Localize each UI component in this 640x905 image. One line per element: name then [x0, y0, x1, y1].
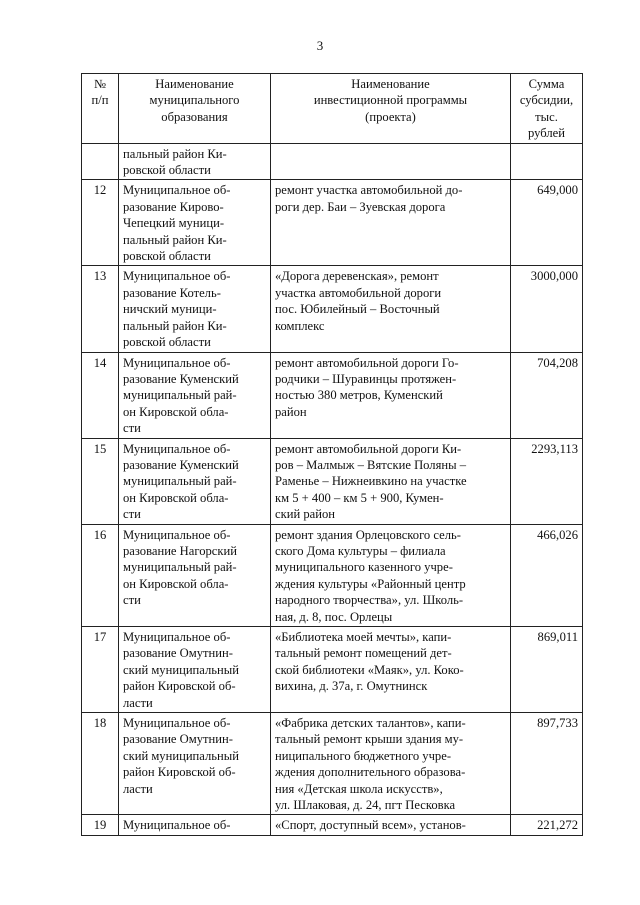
- program-line: «Фабрика детских талантов», капи-: [275, 716, 466, 731]
- program-line: ремонт здания Орлецовского сель-: [275, 527, 461, 542]
- municipality-line: Муниципальное об-: [123, 355, 231, 370]
- program-cell: [271, 815, 511, 835]
- amount-cell: 221,272: [511, 815, 583, 835]
- municipality-line: Муниципальное об-: [123, 630, 231, 644]
- program-cell: [271, 143, 511, 180]
- header-municipality-line: образования: [161, 109, 228, 124]
- header-municipality: [119, 74, 271, 144]
- municipality-line: Муниципальное об-: [123, 441, 231, 456]
- program-line: ждения культуры «Районный центр: [275, 576, 466, 591]
- program-cell: [271, 524, 511, 626]
- municipality-line: разование Нагорский: [123, 543, 237, 558]
- header-num: [82, 74, 119, 144]
- municipality-line: ровской области: [123, 163, 211, 178]
- municipality-line: Муниципальное об-: [123, 716, 231, 731]
- table-body: [82, 143, 583, 835]
- municipality-line: разование Котель-: [123, 285, 221, 300]
- program-line: Раменье – Нижнеивкино на участке: [275, 474, 467, 489]
- program-line: «Дорога деревенская», ремонт: [275, 269, 439, 284]
- subsidy-table: [81, 73, 583, 836]
- municipality-cell: [119, 815, 271, 835]
- program-line: ского Дома культуры – филиала: [275, 543, 446, 558]
- amount-cell: 649,000: [511, 180, 583, 266]
- municipality-line: разование Кирово-: [123, 199, 224, 214]
- header-amount-line: Сумма: [528, 77, 565, 91]
- program-cell: [271, 713, 511, 815]
- table-row: [82, 180, 583, 266]
- table-row: [82, 815, 583, 835]
- municipality-line: он Кировской обла-: [123, 576, 229, 591]
- municipality-line: разование Омутнин-: [123, 646, 233, 661]
- program-line: км 5 + 400 – км 5 + 900, Кумен-: [275, 490, 444, 505]
- amount-cell: 3000,000: [511, 266, 583, 352]
- row-number: 17: [82, 627, 119, 713]
- amount-cell: 897,733: [511, 713, 583, 815]
- header-amount: [511, 74, 583, 144]
- header-num-line: №: [93, 77, 107, 91]
- table-row: [82, 438, 583, 524]
- municipality-cell: [119, 524, 271, 626]
- program-line: ул. Шлаковая, д. 24, пгт Песковка: [275, 798, 456, 813]
- row-number: 12: [82, 180, 119, 266]
- municipality-line: разование Омутнин-: [123, 732, 233, 747]
- municipality-line: он Кировской обла-: [123, 490, 229, 505]
- municipality-line: сти: [123, 421, 141, 436]
- municipality-line: район Кировской об-: [123, 765, 236, 780]
- program-line: ремонт автомобильной дороги Ки-: [275, 441, 462, 456]
- program-cell: [271, 627, 511, 713]
- municipality-cell: [119, 180, 271, 266]
- program-cell: [271, 352, 511, 438]
- row-number: 15: [82, 438, 119, 524]
- row-number: 16: [82, 524, 119, 626]
- municipality-cell: [119, 266, 271, 352]
- municipality-line: ласти: [123, 695, 153, 710]
- table-row: [82, 266, 583, 352]
- header-program-line: Наименование: [351, 77, 430, 91]
- header-municipality-line: Наименование: [155, 77, 234, 91]
- program-line: ния «Детская школа искусств»,: [275, 781, 443, 796]
- header-municipality-line: муниципального: [149, 93, 240, 108]
- program-line: «Спорт, доступный всем», установ-: [275, 818, 466, 833]
- amount-cell: 704,208: [511, 352, 583, 438]
- program-line: народного творчества», ул. Школь-: [275, 593, 464, 608]
- municipality-cell: [119, 627, 271, 713]
- amount-cell: 869,011: [511, 627, 583, 713]
- page-number: 3: [316, 38, 324, 53]
- municipality-line: пальный район Ки-: [123, 232, 227, 247]
- header-amount-line: субсидии,: [519, 93, 574, 108]
- header-amount-line: тыс.: [535, 109, 558, 124]
- municipality-line: ский муниципальный: [123, 662, 239, 677]
- municipality-line: пальный район Ки-: [123, 146, 227, 161]
- program-cell: [271, 266, 511, 352]
- program-line: пос. Юбилейный – Восточный: [275, 302, 440, 317]
- program-line: ная, д. 8, пос. Орлецы: [275, 609, 393, 624]
- municipality-line: ласти: [123, 781, 153, 796]
- program-line: ской библиотеки «Маяк», ул. Коко-: [275, 662, 464, 677]
- program-cell: [271, 438, 511, 524]
- header-num-line: п/п: [91, 93, 109, 108]
- program-cell: [271, 180, 511, 266]
- header-program: [271, 74, 511, 144]
- amount-cell: 466,026: [511, 524, 583, 626]
- program-line: тальный ремонт крыши здания му-: [275, 732, 464, 747]
- municipality-line: ровской области: [123, 335, 211, 350]
- program-line: ждения дополнительного образова-: [275, 765, 466, 780]
- program-line: комплекс: [275, 318, 325, 333]
- municipality-line: разование Куменский: [123, 371, 239, 386]
- program-line: вихина, д. 37а, г. Омутнинск: [275, 679, 428, 694]
- amount-cell: [511, 143, 583, 180]
- program-line: ров – Малмыж – Вятские Поляны –: [275, 457, 467, 472]
- program-line: участка автомобильной дороги: [275, 285, 442, 300]
- municipality-cell: [119, 352, 271, 438]
- municipality-cell: [119, 713, 271, 815]
- program-line: родчики – Шуравинцы протяжен-: [275, 371, 457, 386]
- municipality-line: Муниципальное об-: [123, 527, 231, 542]
- municipality-line: разование Куменский: [123, 457, 239, 472]
- municipality-line: Муниципальное об-: [123, 818, 231, 833]
- header-program-line: инвестиционной программы: [313, 93, 468, 108]
- table-row: [82, 524, 583, 626]
- amount-cell: 2293,113: [511, 438, 583, 524]
- municipality-line: район Кировской об-: [123, 679, 236, 694]
- table-row: [82, 143, 583, 180]
- row-number: 14: [82, 352, 119, 438]
- program-line: район: [275, 404, 307, 419]
- program-line: «Библиотека моей мечты», капи-: [275, 630, 452, 644]
- municipality-line: он Кировской обла-: [123, 404, 229, 419]
- municipality-line: ничский муници-: [123, 302, 217, 317]
- municipality-line: Муниципальное об-: [123, 269, 231, 284]
- municipality-line: муниципальный рай-: [123, 560, 237, 575]
- header-amount-line: рублей: [528, 126, 565, 141]
- program-line: тальный ремонт помещений дет-: [275, 646, 452, 661]
- header-program-line: (проекта): [365, 109, 416, 124]
- table-row: [82, 627, 583, 713]
- municipality-line: ровской области: [123, 249, 211, 264]
- municipality-line: Муниципальное об-: [123, 183, 231, 198]
- municipality-line: сти: [123, 593, 141, 608]
- program-line: ремонт автомобильной дороги Го-: [275, 355, 459, 370]
- row-number: [82, 143, 119, 180]
- row-number: 13: [82, 266, 119, 352]
- municipality-line: пальный район Ки-: [123, 318, 227, 333]
- municipality-line: Чепецкий муници-: [123, 216, 225, 231]
- row-number: 19: [82, 815, 119, 835]
- municipality-line: ский муниципальный: [123, 748, 239, 763]
- program-line: ностью 380 метров, Куменский: [275, 388, 443, 403]
- municipality-line: муниципальный рай-: [123, 388, 237, 403]
- municipality-cell: [119, 438, 271, 524]
- table-row: [82, 352, 583, 438]
- table-row: [82, 713, 583, 815]
- table-header-row: [82, 74, 583, 144]
- municipality-line: муниципальный рай-: [123, 474, 237, 489]
- municipality-line: сти: [123, 507, 141, 522]
- program-line: роги дер. Баи – Зуевская дорога: [275, 199, 446, 214]
- municipality-cell: [119, 143, 271, 180]
- row-number: 18: [82, 713, 119, 815]
- program-line: муниципального казенного учре-: [275, 560, 453, 575]
- program-line: ремонт участка автомобильной до-: [275, 183, 463, 198]
- program-line: ский район: [275, 507, 335, 522]
- program-line: ниципального бюджетного учре-: [275, 748, 452, 763]
